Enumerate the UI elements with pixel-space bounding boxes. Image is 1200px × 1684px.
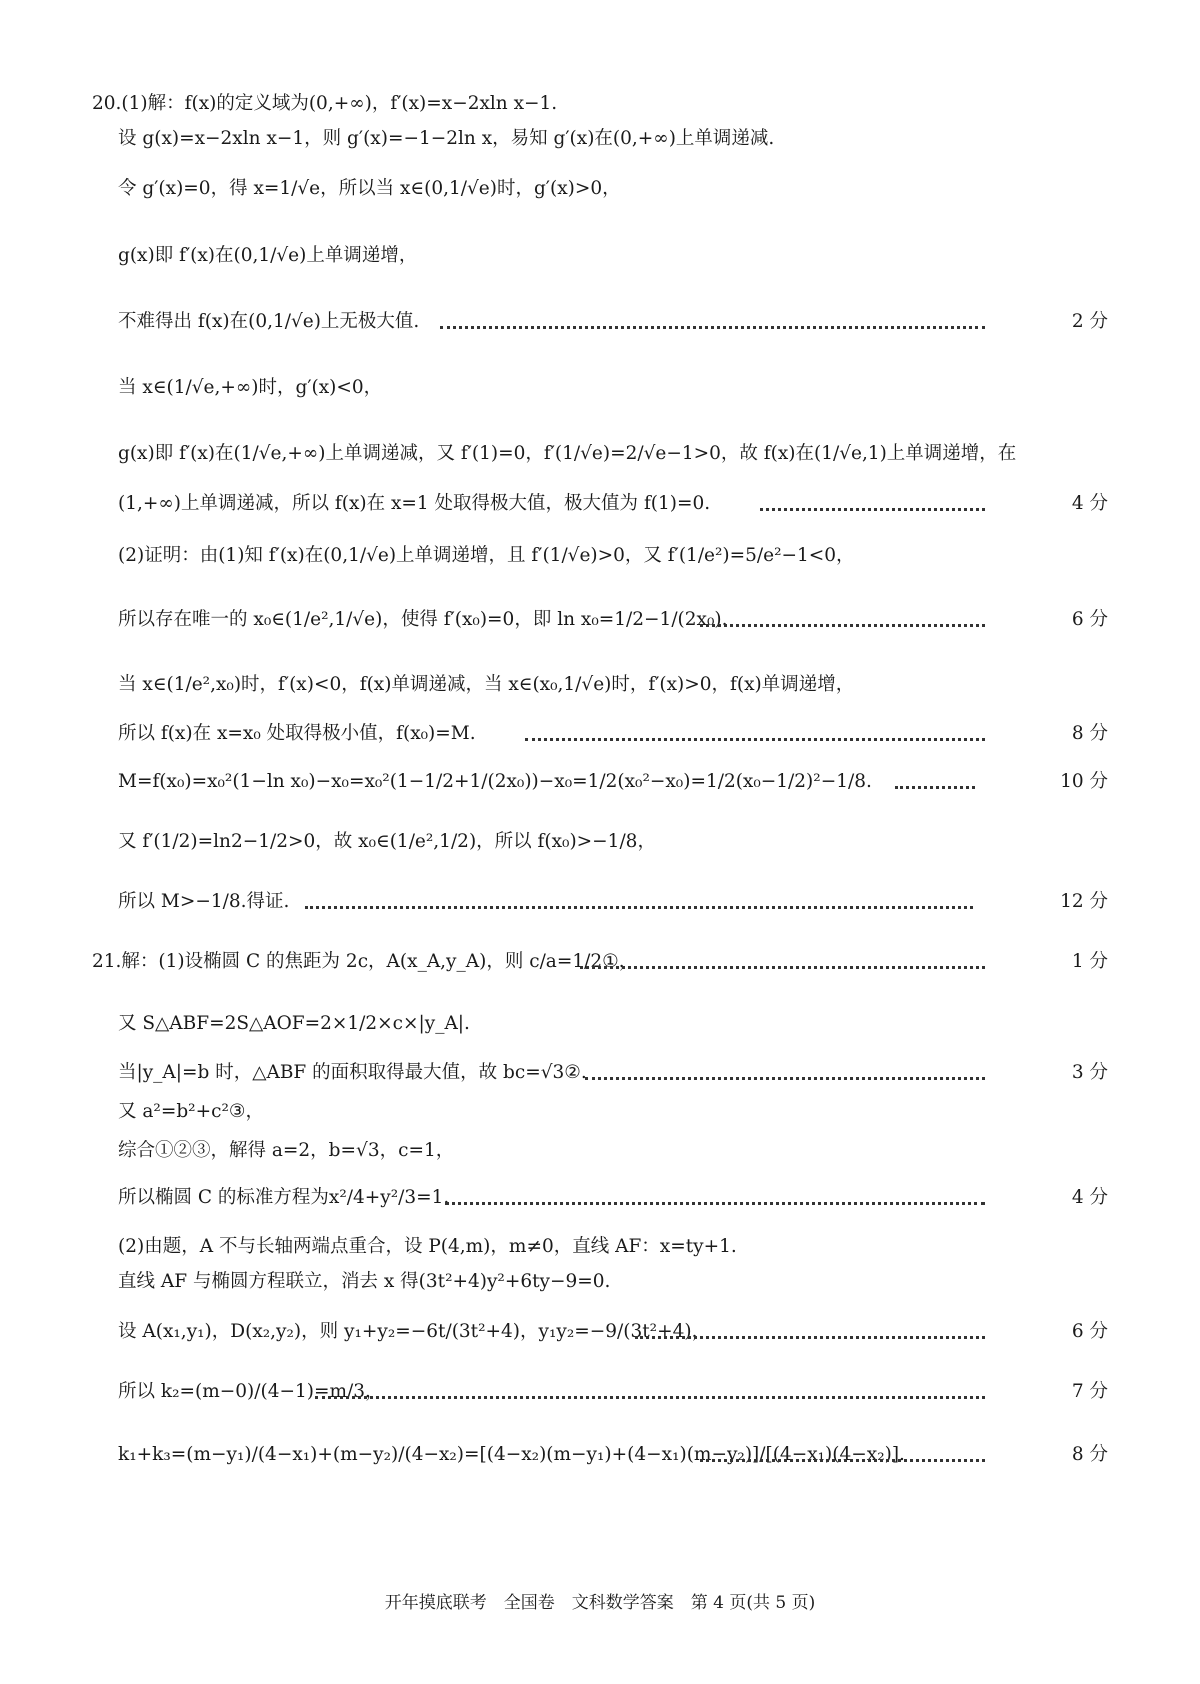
points-4: 4 分 <box>1071 493 1108 514</box>
leader-dots <box>525 738 985 741</box>
points-2: 2 分 <box>1071 311 1108 332</box>
points-3: 3 分 <box>1071 1062 1108 1083</box>
leader-dots <box>580 966 985 969</box>
leader-dots <box>305 906 973 909</box>
leader-dots <box>700 624 985 627</box>
line-26: k₁+k₃=(m−y₁)/(4−x₁)+(m−y₂)/(4−x₂)=[(4−x₂)(m−y₁)+(4−x₁)(m−y₂)]/[(4−x₁)(4−x₂)]. <box>118 1444 905 1465</box>
line-7: g(x)即 f′(x)在(1/√e,+∞)上单调递减，又 f′(1)=0，f′(1/√e)=2/√e−1>0，故 f(x)在(1/√e,1)上单调递增，在 <box>118 443 1017 464</box>
line-13: M=f(x₀)=x₀²(1−ln x₀)−x₀=x₀²(1−1/2+1/(2x₀))−x₀=1/2(x₀²−x₀)=1/2(x₀−1/2)²−1/8. <box>118 771 872 792</box>
points-6: 6 分 <box>1071 609 1108 630</box>
line-5: 不难得出 f(x)在(0,1/√e)上无极大值. <box>118 311 420 332</box>
line-9: (2)证明：由(1)知 f′(x)在(0,1/√e)上单调递增，且 f′(1/√e)>0，又 f′(1/e²)=5/e²−1<0， <box>118 545 855 566</box>
line-10: 所以存在唯一的 x₀∈(1/e²,1/√e)，使得 f′(x₀)=0，即 ln x₀=1/2−1/(2x₀). <box>118 609 728 630</box>
points-8: 8 分 <box>1071 723 1108 744</box>
line-2: 设 g(x)=x−2xln x−1，则 g′(x)=−1−2ln x，易知 g′(x)在(0,+∞)上单调递减. <box>118 128 775 149</box>
line-11: 当 x∈(1/e²,x₀)时，f′(x)<0，f(x)单调递减，当 x∈(x₀,1/√e)时，f′(x)>0，f(x)单调递增， <box>118 674 855 695</box>
points-7: 7 分 <box>1071 1381 1108 1402</box>
points-6b: 6 分 <box>1071 1321 1108 1342</box>
leader-dots <box>700 1459 985 1462</box>
line-3: 令 g′(x)=0，得 x=1/√e，所以当 x∈(0,1/√e)时，g′(x)>0， <box>118 178 621 199</box>
leader-dots <box>445 1202 985 1205</box>
line-25: 所以 k₂=(m−0)/(4−1)=m/3， <box>118 1381 384 1402</box>
line-19: 又 a²=b²+c²③， <box>118 1101 264 1122</box>
line-23: 直线 AF 与椭圆方程联立，消去 x 得(3t²+4)y²+6ty−9=0. <box>118 1271 611 1292</box>
line-20: 综合①②③，解得 a=2，b=√3，c=1， <box>118 1140 455 1161</box>
line-14: 又 f′(1/2)=ln2−1/2>0，故 x₀∈(1/e²,1/2)，所以 f(x₀)>−1/8， <box>118 831 656 852</box>
line-16: 21.解：(1)设椭圆 C 的焦距为 2c，A(x_A,y_A)，则 c/a=1/2①， <box>92 951 638 972</box>
line-4: g(x)即 f′(x)在(0,1/√e)上单调递增， <box>118 245 418 266</box>
line-8: (1,+∞)上单调递减，所以 f(x)在 x=1 处取得极大值，极大值为 f(1)=0. <box>118 493 711 514</box>
line-22: (2)由题，A 不与长轴两端点重合，设 P(4,m)，m≠0，直线 AF：x=ty+1. <box>118 1236 737 1257</box>
points-1: 1 分 <box>1071 951 1108 972</box>
leader-dots <box>895 786 975 789</box>
line-18: 当|y_A|=b 时，△ABF 的面积取得最大值，故 bc=√3②. <box>118 1062 587 1083</box>
leader-dots <box>585 1077 985 1080</box>
line-17: 又 S△ABF=2S△AOF=2×1/2×c×|y_A|. <box>118 1013 470 1034</box>
leader-dots <box>440 326 985 329</box>
line-24: 设 A(x₁,y₁)，D(x₂,y₂)，则 y₁+y₂=−6t/(3t²+4)，y₁y₂=−9/(3t²+4)， <box>118 1321 711 1342</box>
line-21: 所以椭圆 C 的标准方程为x²/4+y²/3=1. <box>118 1187 450 1208</box>
line-6: 当 x∈(1/√e,+∞)时，g′(x)<0， <box>118 377 383 398</box>
line-1: 20.(1)解：f(x)的定义域为(0,+∞)，f′(x)=x−2xln x−1. <box>92 93 558 114</box>
leader-dots <box>635 1336 985 1339</box>
points-12: 12 分 <box>1060 891 1108 912</box>
page-footer: 开年摸底联考 全国卷 文科数学答案 第 4 页(共 5 页) <box>384 1593 816 1613</box>
points-10: 10 分 <box>1060 771 1108 792</box>
line-15: 所以 M>−1/8.得证. <box>118 891 290 912</box>
line-12: 所以 f(x)在 x=x₀ 处取得极小值，f(x₀)=M. <box>118 723 476 744</box>
points-4b: 4 分 <box>1071 1187 1108 1208</box>
leader-dots <box>315 1396 985 1399</box>
leader-dots <box>760 508 985 511</box>
points-8b: 8 分 <box>1071 1444 1108 1465</box>
